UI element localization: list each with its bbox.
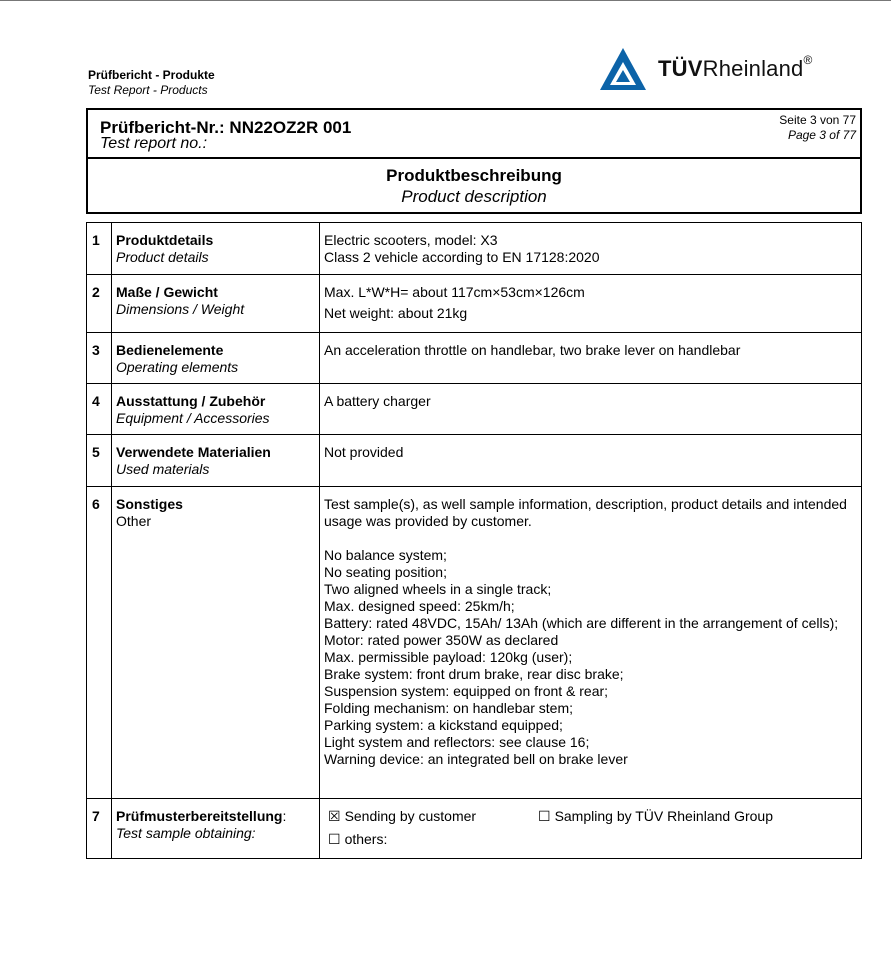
- checkbox-empty-icon: ☐: [538, 808, 551, 824]
- divider: [88, 157, 860, 159]
- checkbox-empty-icon: ☐: [328, 831, 341, 847]
- table-row: [87, 487, 862, 799]
- page-number-de: Seite 3 von 77: [779, 113, 856, 127]
- option-label: Sending by customer: [344, 808, 477, 824]
- row-number: 7: [87, 799, 112, 859]
- section-title-en: Product description: [401, 187, 547, 206]
- table-row: [87, 275, 862, 333]
- table-row: [87, 799, 862, 859]
- logo-wordmark: TÜVRheinland®: [658, 52, 813, 81]
- row-label: Prüfmusterbereitstellung: Test sample obtaining:: [112, 799, 320, 859]
- option-label: others:: [344, 831, 388, 847]
- row-number: 1: [87, 223, 112, 275]
- row-value: Not provided: [320, 435, 862, 487]
- page-number-en: Page 3 of 77: [787, 128, 856, 142]
- section-title-de: Produktbeschreibung: [386, 166, 562, 185]
- row-number: 6: [87, 487, 112, 799]
- triangle-logo-icon: [598, 46, 648, 92]
- product-description-table: [86, 222, 862, 859]
- tuv-rheinland-logo: [598, 46, 848, 94]
- row-number: 3: [87, 333, 112, 384]
- row-label: Maße / Gewicht Dimensions / Weight: [112, 275, 320, 333]
- report-header-box: [86, 108, 862, 214]
- table-row: [87, 223, 862, 275]
- table-row: [87, 333, 862, 384]
- row-label: Verwendete Materialien Used materials: [112, 435, 320, 487]
- row-value: A battery charger: [320, 384, 862, 435]
- row-label: Ausstattung / Zubehör Equipment / Accessories: [112, 384, 320, 435]
- row-label: Bedienelemente Operating elements: [112, 333, 320, 384]
- row-number: 5: [87, 435, 112, 487]
- table-row: [87, 384, 862, 435]
- row-label: Produktdetails Product details: [112, 223, 320, 275]
- header-title-en: Test Report - Products: [88, 83, 208, 97]
- option-label: Sampling by TÜV Rheinland Group: [554, 808, 773, 824]
- report-number: Prüfbericht-Nr.: NN22OZ2R 001: [100, 118, 352, 137]
- row-value: Test sample(s), as well sample information, description, product details and intended usage was provided by customer. No balance system; No seating position; Two aligned wheels in a single track; Max. designed speed: 25km/h; Battery: rated 48VDC, 15Ah/ 13Ah (which are different in the arrangement of cells); Motor: rated power 350W as declared Max. permissible payload: 120kg (user); Brake system: front drum brake, rear disc brake; Suspension system: equipped on front & rear; Folding mechanism: on handlebar stem; Parking system: a kickstand equipped; Light system and reflectors: see clause 16; Warning device: an integrated bell on brake lever: [320, 487, 862, 799]
- row-label: Sonstiges Other: [112, 487, 320, 799]
- row-value: [320, 799, 862, 859]
- row-number: 4: [87, 384, 112, 435]
- checkbox-checked-icon: ☒: [328, 808, 341, 824]
- row-number: 2: [87, 275, 112, 333]
- header-title-de: Prüfbericht - Produkte: [88, 68, 215, 82]
- table-row: [87, 435, 862, 487]
- row-value: Max. L*W*H= about 117cm×53cm×126cm Net weight: about 21kg: [320, 275, 862, 333]
- row-value: Electric scooters, model: X3 Class 2 vehicle according to EN 17128:2020: [320, 223, 862, 275]
- top-border-line: [0, 0, 891, 1]
- row-value: An acceleration throttle on handlebar, two brake lever on handlebar: [320, 333, 862, 384]
- report-number-label-en: Test report no.:: [100, 135, 208, 152]
